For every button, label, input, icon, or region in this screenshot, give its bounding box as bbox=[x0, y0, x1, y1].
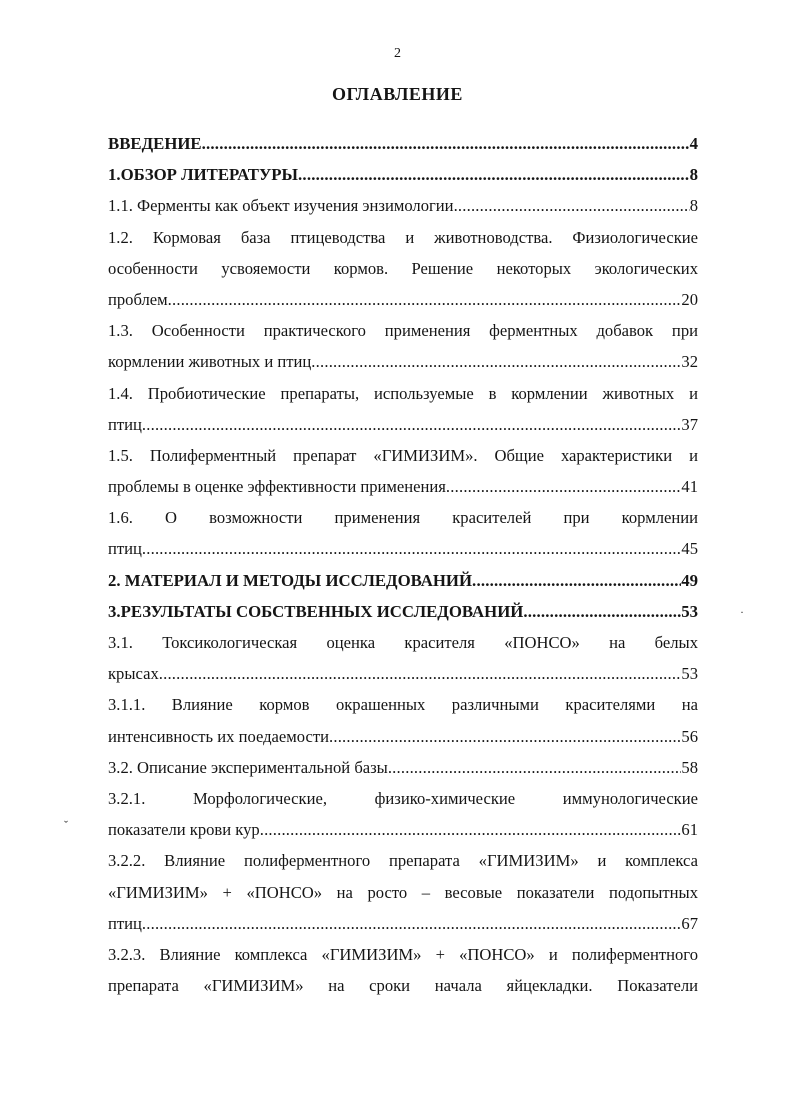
toc-page-number: 32 bbox=[681, 352, 698, 372]
toc-page-number: 8 bbox=[689, 165, 698, 185]
toc-entry-text: птиц bbox=[108, 913, 142, 933]
toc-entry-text: ВВЕДЕНИЕ bbox=[108, 134, 202, 153]
toc-entry-text: интенсивность их поедаемости bbox=[108, 726, 329, 746]
page-title: ОГЛАВЛЕНИЕ bbox=[332, 84, 463, 104]
toc-line: 1.5. Полиферментный препарат «ГИМИЗИМ». Общие характеристики и bbox=[108, 445, 698, 465]
toc-page-number: 37 bbox=[681, 414, 698, 434]
dot-leader bbox=[142, 409, 682, 440]
toc-line: 3.2.1. Морфологические, физико-химические иммунологические bbox=[108, 788, 698, 808]
toc-line bbox=[108, 565, 698, 596]
toc-line: 3.1. Токсикологическая оценка красителя «ПОНСО» на белых bbox=[108, 633, 698, 652]
toc-page-number: 49 bbox=[681, 570, 698, 590]
dot-leader bbox=[446, 471, 681, 502]
toc-line: 3.2.2. Влияние полиферментного препарата «ГИМИЗИМ» и комплекса bbox=[108, 851, 698, 871]
toc-page-number: 41 bbox=[681, 477, 698, 497]
toc-entry-text: 1.ОБЗОР ЛИТЕРАТУРЫ bbox=[108, 165, 299, 185]
toc-entry-text: птиц bbox=[108, 414, 142, 434]
toc-line bbox=[108, 814, 698, 845]
toc-line bbox=[108, 284, 698, 315]
toc-entry-text: крысах bbox=[108, 664, 159, 684]
toc-line: 3.2.3. Влияние комплекса «ГИМИЗИМ» + «ПОНСО» и полиферментного bbox=[108, 944, 698, 964]
toc-entry-text: птиц bbox=[108, 539, 142, 559]
dot-leader bbox=[329, 721, 681, 752]
toc-line bbox=[108, 752, 698, 783]
dot-leader bbox=[159, 658, 682, 689]
toc-line bbox=[108, 533, 698, 564]
toc-entry-text: 2. МАТЕРИАЛ И МЕТОДЫ ИССЛЕДОВАНИЙ bbox=[108, 570, 473, 590]
toc-entry-text: показатели крови кур bbox=[108, 820, 260, 840]
toc-line: 1.3. Особенности практического применения ферментных добавок при bbox=[108, 321, 698, 341]
dot-leader bbox=[523, 596, 681, 627]
toc-page-number: 20 bbox=[681, 289, 698, 309]
dot-leader bbox=[260, 814, 682, 845]
toc-entry-text: 3.РЕЗУЛЬТАТЫ СОБСТВЕННЫХ ИССЛЕДОВАНИЙ bbox=[108, 601, 524, 621]
dot-leader bbox=[142, 533, 682, 564]
toc-line bbox=[108, 471, 698, 502]
toc-page-number: 8 bbox=[689, 196, 698, 216]
toc-entry-text: кормлении животных и птиц bbox=[108, 352, 312, 372]
table-of-contents bbox=[108, 128, 698, 1001]
toc-line bbox=[108, 721, 698, 752]
toc-line bbox=[108, 159, 698, 190]
dot-leader bbox=[472, 565, 681, 596]
toc-entry-text: 1.1. Ферменты как объект изучения энзимологии bbox=[108, 196, 454, 216]
dot-leader bbox=[454, 190, 690, 221]
dot-leader bbox=[388, 752, 682, 783]
toc-line bbox=[108, 658, 698, 689]
toc-line: «ГИМИЗИМ» + «ПОНСО» на росто – весовые показатели подопытных bbox=[108, 882, 698, 902]
toc-page-number: 67 bbox=[681, 913, 698, 933]
toc-page-number: 56 bbox=[681, 726, 698, 746]
toc-line: 1.2. Кормовая база птицеводства и животноводства. Физиологические bbox=[108, 227, 698, 247]
toc-line bbox=[108, 596, 698, 627]
toc-line: 1.6. О возможности применения красителей при кормлении bbox=[108, 508, 698, 528]
toc-line bbox=[108, 409, 698, 440]
toc-line: препарата «ГИМИЗИМ» на сроки начала яйцекладки. Показатели bbox=[108, 976, 698, 996]
page-number: 2 bbox=[394, 46, 401, 61]
toc-entry-text: проблемы в оценке эффективности применения bbox=[108, 477, 446, 497]
scan-mark: ˇ bbox=[64, 818, 68, 832]
toc-line: 1.4. Пробиотические препараты, используемые в кормлении животных и bbox=[108, 383, 698, 403]
toc-page-number: 45 bbox=[681, 539, 698, 559]
toc-line bbox=[108, 908, 698, 939]
toc-page-number: 58 bbox=[681, 757, 698, 777]
toc-entry-text: 3.2. Описание экспериментальной базы bbox=[108, 757, 388, 777]
toc-page-number: 61 bbox=[681, 820, 698, 840]
scan-mark: · bbox=[740, 605, 744, 619]
dot-leader bbox=[142, 908, 682, 939]
toc-line bbox=[108, 346, 698, 377]
toc-page-number: 4 bbox=[689, 134, 698, 153]
toc-line bbox=[108, 128, 698, 159]
toc-line: 3.1.1. Влияние кормов окрашенных различными красителями на bbox=[108, 695, 698, 715]
toc-page-number: 53 bbox=[681, 664, 698, 684]
dot-leader bbox=[202, 128, 690, 159]
dot-leader bbox=[168, 284, 682, 315]
toc-entry-text: проблем bbox=[108, 289, 168, 309]
toc-line: особенности усвояемости кормов. Решение некоторых экологических bbox=[108, 258, 698, 278]
toc-line bbox=[108, 190, 698, 221]
dot-leader bbox=[311, 346, 681, 377]
toc-page-number: 53 bbox=[681, 601, 698, 621]
dot-leader bbox=[298, 159, 690, 190]
